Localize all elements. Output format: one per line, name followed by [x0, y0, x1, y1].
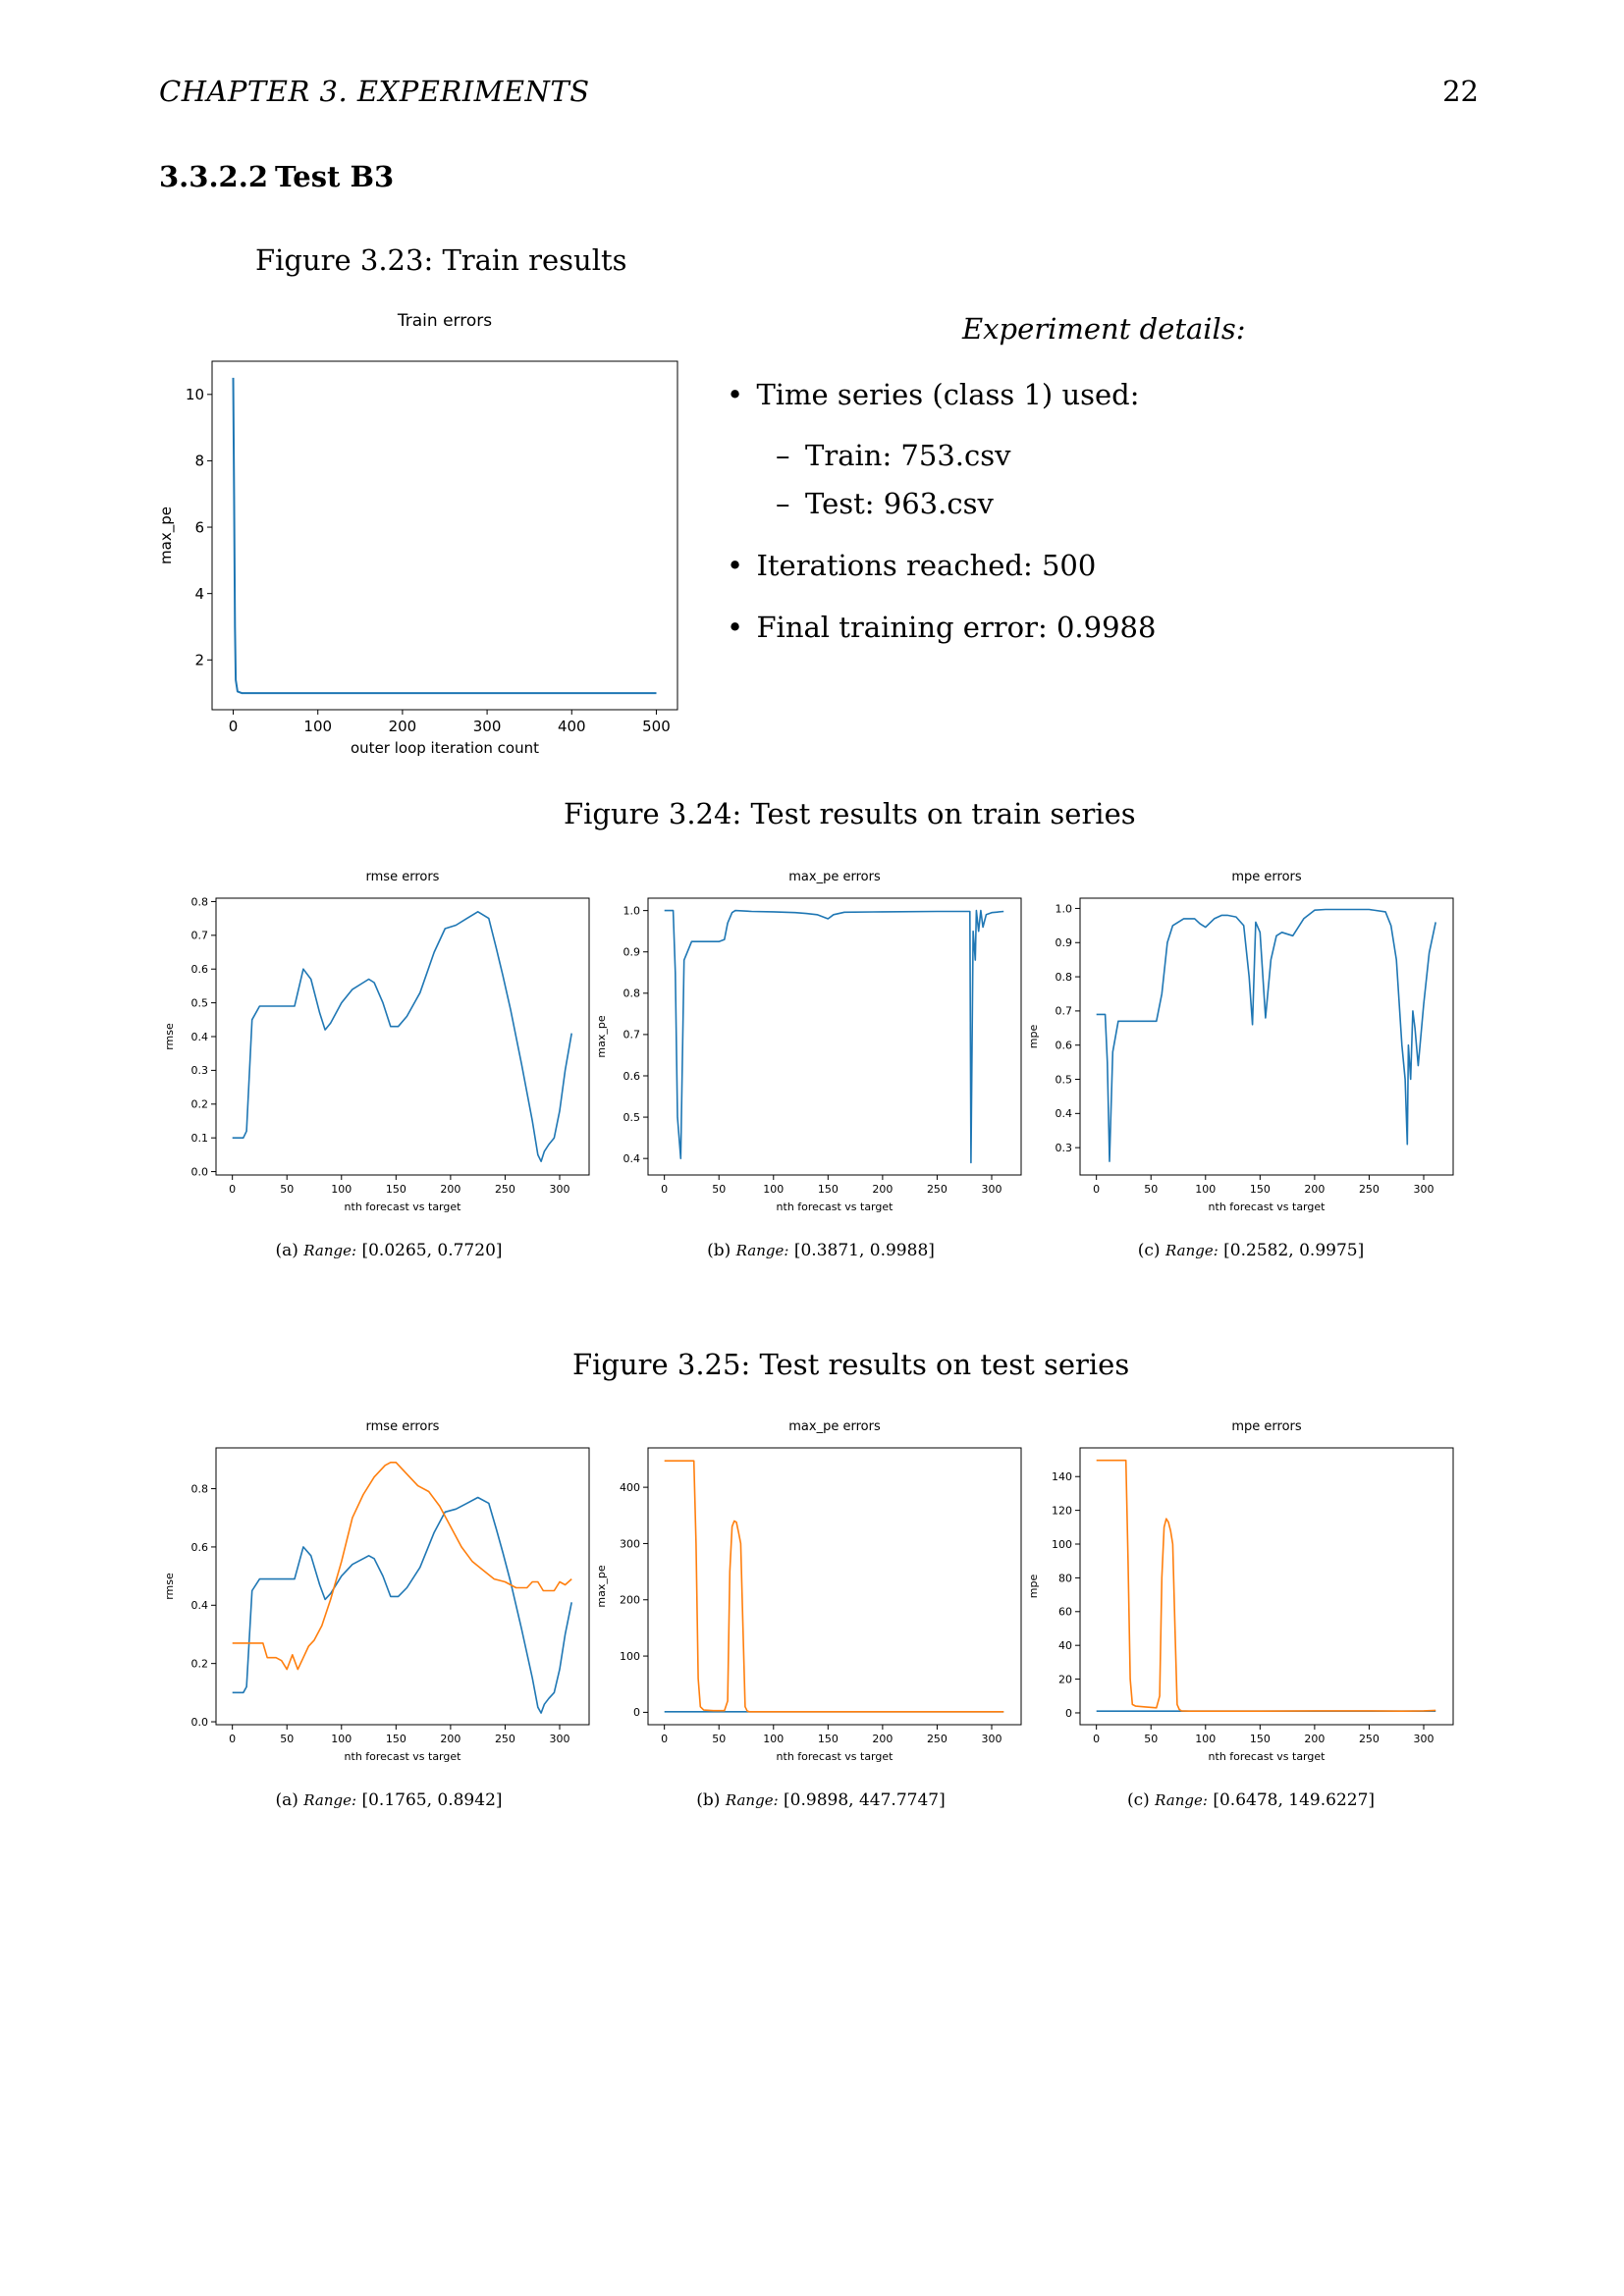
series-used-item	[727, 378, 1140, 411]
test-rmse-chart	[157, 1409, 609, 1772]
x-tick-label: 150	[385, 1183, 406, 1196]
y-tick-label: 80	[1058, 1572, 1072, 1585]
y-axis-label: rmse	[163, 1023, 176, 1050]
range-value: [0.1765, 0.8942]	[361, 1790, 503, 1810]
chart-title: mpe errors	[1231, 870, 1302, 884]
subcaption-test-max-pe	[696, 1790, 945, 1810]
y-tick-label: 0.5	[1055, 1073, 1072, 1087]
range-value: [0.0265, 0.7720]	[361, 1241, 503, 1260]
x-tick-label: 150	[1249, 1733, 1271, 1745]
y-axis-label: rmse	[163, 1573, 176, 1600]
final-error-item	[727, 611, 1157, 644]
y-tick-label: 0.5	[190, 996, 208, 1010]
x-tick-label: 100	[331, 1183, 352, 1196]
x-tick-label: 150	[385, 1733, 406, 1745]
y-tick-label: 4	[194, 584, 204, 603]
x-tick-label: 0	[661, 1183, 669, 1196]
x-tick-label: 150	[817, 1183, 839, 1196]
subcaption-train-max-pe	[707, 1241, 935, 1260]
y-axis-label: max_pe	[157, 507, 175, 564]
y-tick-label: 0.0	[190, 1165, 208, 1179]
x-tick-label: 300	[549, 1183, 570, 1196]
x-tick-label: 0	[661, 1733, 669, 1745]
y-tick-label: 0	[1065, 1706, 1072, 1720]
x-tick-label: 0	[228, 718, 239, 735]
plot-frame	[648, 1448, 1021, 1725]
subcaption-label: (b)	[696, 1790, 721, 1810]
subcaption-label: (c)	[1126, 1790, 1150, 1810]
bullet-icon: •	[727, 549, 744, 582]
chart-title: mpe errors	[1231, 1419, 1302, 1434]
x-axis-label: nth forecast vs target	[776, 1201, 893, 1213]
y-tick-label: 0.6	[1055, 1039, 1072, 1052]
y-tick-label: 0.3	[1055, 1141, 1072, 1154]
y-tick-label: 400	[620, 1480, 640, 1494]
chart-title: Train errors	[397, 311, 493, 331]
range-value: [0.6478, 149.6227]	[1213, 1790, 1376, 1810]
train-errors-chart	[157, 304, 697, 766]
series-line-test	[233, 1463, 572, 1670]
x-tick-label: 250	[494, 1733, 515, 1745]
x-tick-label: 100	[1195, 1733, 1217, 1745]
y-tick-label: 0.7	[623, 1028, 640, 1041]
test-mpe-chart	[1021, 1409, 1473, 1772]
bullet-icon: •	[727, 611, 744, 644]
y-tick-label: 1.0	[623, 904, 640, 918]
plot-frame	[216, 898, 589, 1175]
train-rmse-chart	[157, 859, 609, 1222]
x-tick-label: 250	[494, 1183, 515, 1196]
y-tick-label: 6	[194, 518, 204, 537]
range-word: Range:	[725, 1791, 779, 1809]
y-tick-label: 0.8	[623, 987, 640, 1000]
x-tick-label: 200	[440, 1733, 461, 1745]
series-used-text: Time series (class 1) used:	[756, 378, 1140, 411]
train-max-pe-chart	[589, 859, 1041, 1222]
x-tick-label: 300	[549, 1733, 570, 1745]
train-file-text: Train: 753.csv	[805, 439, 1011, 472]
range-word: Range:	[303, 1791, 357, 1809]
section-number: 3.3.2.2	[159, 160, 269, 193]
dash-icon: –	[776, 439, 790, 472]
range-word: Range:	[1155, 1791, 1208, 1809]
x-tick-label: 0	[229, 1733, 237, 1745]
x-tick-label: 200	[1304, 1183, 1326, 1196]
experiment-details-title: Experiment details:	[962, 312, 1246, 346]
x-tick-label: 100	[1195, 1183, 1217, 1196]
subcaption-test-mpe	[1127, 1790, 1375, 1810]
y-tick-label: 0.4	[190, 1030, 208, 1043]
x-tick-label: 100	[303, 718, 333, 735]
dash-icon: –	[776, 487, 790, 520]
page-number: 22	[1442, 75, 1479, 108]
x-tick-label: 50	[1144, 1733, 1159, 1745]
section-title: Test B3	[275, 160, 395, 193]
x-tick-label: 300	[1413, 1733, 1435, 1745]
x-tick-label: 300	[1413, 1183, 1435, 1196]
x-tick-label: 300	[472, 718, 502, 735]
chart-title: rmse errors	[365, 1419, 440, 1434]
subcaption-test-rmse	[275, 1790, 502, 1810]
x-tick-label: 200	[388, 718, 417, 735]
series-line-test	[665, 1461, 1004, 1712]
y-tick-label: 100	[620, 1649, 640, 1663]
figure-3-23-caption: Figure 3.23: Train results	[255, 243, 627, 277]
y-tick-label: 0.3	[190, 1064, 208, 1078]
y-tick-label: 1.0	[1055, 902, 1072, 916]
x-axis-label: nth forecast vs target	[776, 1750, 893, 1763]
y-tick-label: 0.2	[190, 1657, 208, 1671]
y-axis-label: max_pe	[595, 1565, 608, 1608]
y-tick-label: 0.0	[190, 1715, 208, 1729]
y-tick-label: 0.6	[623, 1069, 640, 1083]
figure-3-24-caption: Figure 3.24: Test results on train series	[564, 797, 1136, 830]
x-tick-label: 150	[817, 1733, 839, 1745]
iterations-item	[727, 549, 1097, 582]
y-tick-label: 0.9	[1055, 936, 1072, 950]
range-word: Range:	[735, 1242, 789, 1259]
x-axis-label: nth forecast vs target	[344, 1750, 461, 1763]
test-file-text: Test: 963.csv	[805, 487, 994, 520]
y-tick-label: 0.2	[190, 1097, 208, 1111]
y-axis-label: mpe	[1027, 1574, 1040, 1599]
y-tick-label: 140	[1052, 1470, 1072, 1484]
x-tick-label: 100	[763, 1733, 785, 1745]
x-tick-label: 100	[763, 1183, 785, 1196]
x-tick-label: 0	[1093, 1733, 1101, 1745]
running-header-chapter: CHAPTER 3. EXPERIMENTS	[159, 75, 590, 108]
x-tick-label: 200	[440, 1183, 461, 1196]
x-tick-label: 300	[981, 1183, 1002, 1196]
series-line-train	[1097, 910, 1436, 1162]
y-tick-label: 40	[1058, 1639, 1072, 1653]
y-tick-label: 0.1	[190, 1132, 208, 1146]
test-file-item	[776, 487, 994, 520]
chart-title: max_pe errors	[788, 870, 881, 884]
plot-frame	[1080, 1448, 1453, 1725]
x-tick-label: 200	[872, 1183, 893, 1196]
test-max-pe-chart	[589, 1409, 1041, 1772]
x-tick-label: 250	[926, 1183, 947, 1196]
chart-title: max_pe errors	[788, 1419, 881, 1434]
y-tick-label: 8	[194, 452, 204, 470]
range-value: [0.3871, 0.9988]	[793, 1241, 935, 1260]
bullet-icon: •	[727, 378, 744, 411]
x-tick-label: 150	[1249, 1183, 1271, 1196]
subcaption-train-mpe	[1138, 1241, 1364, 1260]
range-value: [0.9898, 447.7747]	[784, 1790, 946, 1810]
x-axis-label: nth forecast vs target	[1208, 1201, 1326, 1213]
y-tick-label: 0.6	[190, 963, 208, 977]
chart-title: rmse errors	[365, 870, 440, 884]
range-value: [0.2582, 0.9975]	[1223, 1241, 1365, 1260]
x-tick-label: 0	[229, 1183, 237, 1196]
y-tick-label: 0.8	[190, 1482, 208, 1496]
series-line-train	[234, 378, 657, 693]
figure-3-25-caption: Figure 3.25: Test results on test series	[572, 1348, 1130, 1381]
train-mpe-chart	[1021, 859, 1473, 1222]
x-tick-label: 250	[1358, 1733, 1380, 1745]
y-tick-label: 60	[1058, 1605, 1072, 1619]
x-axis-label: nth forecast vs target	[1208, 1750, 1326, 1763]
y-tick-label: 100	[1052, 1537, 1072, 1551]
y-tick-label: 0.8	[190, 895, 208, 909]
y-tick-label: 120	[1052, 1504, 1072, 1518]
series-line-train	[233, 912, 572, 1161]
y-axis-label: max_pe	[595, 1015, 608, 1058]
y-tick-label: 0.4	[623, 1152, 640, 1166]
x-tick-label: 50	[280, 1733, 295, 1745]
x-axis-label: outer loop iteration count	[351, 739, 539, 757]
y-tick-label: 20	[1058, 1673, 1072, 1686]
series-line-test	[1097, 1461, 1436, 1712]
y-tick-label: 0.9	[623, 945, 640, 959]
section-heading	[159, 160, 394, 193]
y-tick-label: 0.4	[1055, 1107, 1072, 1121]
x-tick-label: 400	[557, 718, 586, 735]
plot-frame	[212, 361, 677, 710]
subcaption-train-rmse	[275, 1241, 502, 1260]
y-tick-label: 10	[185, 386, 204, 404]
y-tick-label: 0.4	[190, 1599, 208, 1613]
plot-frame	[648, 898, 1021, 1175]
final-error-text: Final training error: 0.9988	[756, 611, 1157, 644]
y-tick-label: 0.7	[190, 929, 208, 942]
series-line-train	[665, 911, 1004, 1163]
plot-frame	[1080, 898, 1453, 1175]
range-word: Range:	[1164, 1242, 1218, 1259]
x-tick-label: 250	[926, 1733, 947, 1745]
y-tick-label: 0.7	[1055, 1004, 1072, 1018]
y-tick-label: 300	[620, 1537, 640, 1551]
series-line-train	[233, 1498, 572, 1714]
x-tick-label: 250	[1358, 1183, 1380, 1196]
x-tick-label: 50	[1144, 1183, 1159, 1196]
y-tick-label: 200	[620, 1593, 640, 1607]
y-tick-label: 0	[633, 1706, 640, 1720]
x-tick-label: 300	[981, 1733, 1002, 1745]
subcaption-label: (b)	[707, 1241, 731, 1260]
x-tick-label: 50	[712, 1183, 727, 1196]
iterations-text: Iterations reached: 500	[756, 549, 1097, 582]
x-tick-label: 200	[1304, 1733, 1326, 1745]
subcaption-label: (a)	[275, 1790, 298, 1810]
train-file-item	[776, 439, 1011, 472]
y-tick-label: 2	[194, 651, 204, 669]
x-tick-label: 50	[712, 1733, 727, 1745]
range-word: Range:	[303, 1242, 357, 1259]
x-tick-label: 100	[331, 1733, 352, 1745]
x-tick-label: 500	[642, 718, 671, 735]
y-tick-label: 0.6	[190, 1540, 208, 1554]
y-tick-label: 0.5	[623, 1110, 640, 1124]
x-axis-label: nth forecast vs target	[344, 1201, 461, 1213]
y-tick-label: 0.8	[1055, 970, 1072, 984]
x-tick-label: 50	[280, 1183, 295, 1196]
subcaption-label: (c)	[1137, 1241, 1161, 1260]
x-tick-label: 200	[872, 1733, 893, 1745]
x-tick-label: 0	[1093, 1183, 1101, 1196]
y-axis-label: mpe	[1027, 1024, 1040, 1049]
subcaption-label: (a)	[275, 1241, 298, 1260]
